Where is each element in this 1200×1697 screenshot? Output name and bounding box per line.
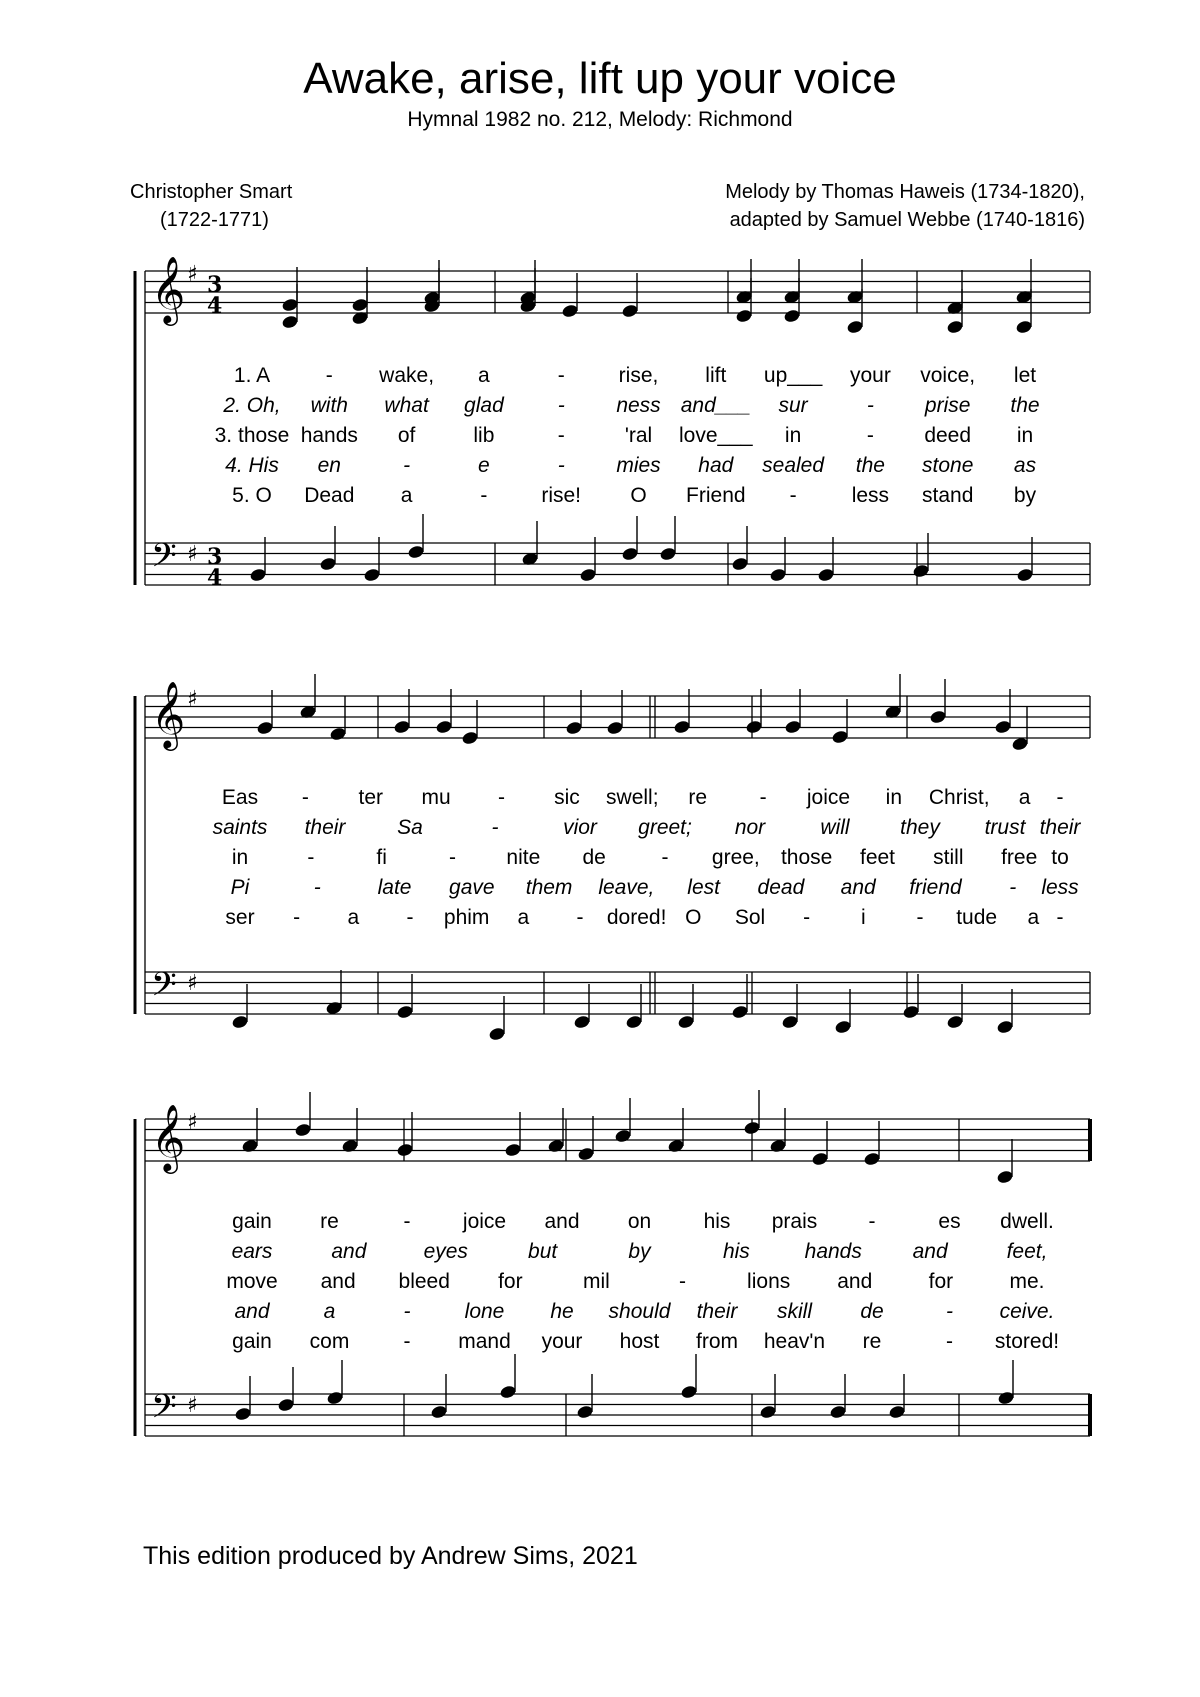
lyric-syllable: will xyxy=(820,816,850,839)
note-head xyxy=(743,1120,761,1135)
lyric-syllable: stored! xyxy=(994,1330,1060,1353)
lyric-syllable: - xyxy=(759,786,767,809)
lyric-syllable: ser xyxy=(225,906,255,929)
lyric-syllable: mil xyxy=(583,1270,610,1293)
lyric-syllable: ness xyxy=(616,394,661,417)
lyric-syllable: the xyxy=(1010,394,1040,417)
lyric-syllable: - xyxy=(946,1330,953,1353)
lyric-syllable: but xyxy=(528,1240,558,1263)
lyric-syllable: Sa xyxy=(397,816,423,839)
lyric-syllable: hands xyxy=(804,1240,862,1263)
key-signature-sharp: ♯ xyxy=(187,1393,198,1418)
lyric-syllable: and xyxy=(320,1270,356,1293)
lyric-syllable: Friend xyxy=(686,484,746,507)
lyric-syllable: - xyxy=(557,364,565,387)
lyric-syllable: prais xyxy=(771,1210,818,1233)
note-head xyxy=(281,314,299,329)
lyric-syllable: 5. O xyxy=(232,484,272,507)
note-head xyxy=(249,567,267,582)
lyric-syllable: of xyxy=(397,424,416,447)
key-signature-sharp: ♯ xyxy=(187,542,198,567)
lyric-syllable: 'ral xyxy=(624,424,653,447)
treble-clef: 𝄞 xyxy=(151,680,186,748)
lyric-syllable: less xyxy=(851,484,890,507)
lyric-syllable: by xyxy=(1013,484,1037,507)
note-head xyxy=(277,1397,295,1412)
lyric-syllable: - xyxy=(403,1210,411,1233)
lyric-syllable: feet xyxy=(859,846,896,869)
lyric-syllable: - xyxy=(557,454,565,477)
lyric-syllable: nor xyxy=(734,816,766,839)
lyric-syllable: - xyxy=(1009,876,1017,899)
lyric-syllable: in xyxy=(231,846,249,869)
lyric-syllable: up___ xyxy=(763,364,823,387)
lyric-syllable: gave xyxy=(449,876,495,899)
note-head xyxy=(783,308,801,323)
lyric-syllable: by xyxy=(628,1240,651,1263)
note-head xyxy=(396,1142,414,1157)
note-head xyxy=(1015,319,1033,334)
treble-clef: 𝄞 xyxy=(151,1103,186,1171)
lyric-syllable: their xyxy=(1039,816,1081,839)
lyric-syllable: feet, xyxy=(1006,1240,1048,1263)
lyric-syllable: - xyxy=(866,394,874,417)
lyric-syllable: prise xyxy=(924,394,971,417)
lyric-syllable: a xyxy=(1018,786,1031,809)
lyric-syllable: to xyxy=(1051,846,1069,869)
key-signature-sharp: ♯ xyxy=(187,1110,198,1135)
note-head xyxy=(396,1004,414,1019)
lyric-syllable: and___ xyxy=(680,394,751,417)
lyric-syllable: re xyxy=(862,1330,882,1353)
lyric-syllable: 4. His xyxy=(225,454,279,477)
note-head xyxy=(329,726,347,741)
note-head xyxy=(625,1014,643,1029)
note-head xyxy=(319,556,337,571)
lyric-syllable: 3. those xyxy=(214,424,290,447)
lyric-syllable: stone xyxy=(922,454,974,477)
lyric-syllable: a xyxy=(478,364,490,387)
lyric-syllable: in xyxy=(784,424,802,447)
treble-clef: 𝄞 xyxy=(151,255,186,323)
note-head xyxy=(996,1169,1014,1184)
lyric-syllable: Dead xyxy=(304,484,355,507)
note-head xyxy=(499,1384,517,1399)
lyric-syllable: lift xyxy=(705,364,727,387)
lyric-syllable: fi xyxy=(376,846,387,869)
lyric-syllable: 1. A xyxy=(233,364,271,387)
note-head xyxy=(784,719,802,734)
note-head xyxy=(234,1406,252,1421)
lyric-syllable: gain xyxy=(232,1210,272,1233)
lyric-syllable: - xyxy=(307,846,315,869)
lyric-syllable: i xyxy=(860,906,866,929)
note-head xyxy=(811,1151,829,1166)
lyric-syllable: Eas xyxy=(221,786,259,809)
lyric-syllable: a xyxy=(517,906,530,929)
lyric-syllable: - xyxy=(301,786,309,809)
note-head xyxy=(946,1014,964,1029)
time-signature-bottom: 4 xyxy=(207,293,223,319)
lyric-syllable: - xyxy=(325,364,333,387)
lyric-syllable: their xyxy=(304,816,346,839)
lyric-syllable: and xyxy=(234,1300,270,1323)
lyric-syllable: re xyxy=(688,786,708,809)
melody-credit-line2: adapted by Samuel Webbe (1740-1816) xyxy=(729,209,1085,231)
note-head xyxy=(888,1404,906,1419)
time-signature-top: 3 xyxy=(207,272,223,298)
lyric-syllable: in xyxy=(885,786,903,809)
lyric-syllable: joice xyxy=(462,1210,507,1233)
note-head xyxy=(846,319,864,334)
lyric-syllable: they xyxy=(900,816,940,839)
note-head xyxy=(659,546,677,561)
lyric-syllable: let xyxy=(1013,364,1037,387)
lyric-syllable: and xyxy=(912,1240,948,1263)
lyric-syllable: trust xyxy=(984,816,1026,839)
note-head xyxy=(621,303,639,318)
lyric-syllable: your xyxy=(849,364,891,387)
lyric-syllable: host xyxy=(619,1330,660,1353)
note-head xyxy=(461,730,479,745)
note-head xyxy=(781,1014,799,1029)
edition-footer: This edition produced by Andrew Sims, 2021 xyxy=(143,1542,638,1570)
note-head xyxy=(831,729,849,744)
lyric-syllable: lib xyxy=(473,424,495,447)
lyric-syllable: rise! xyxy=(541,484,582,507)
lyric-syllable: greet; xyxy=(638,816,692,839)
note-head xyxy=(759,1404,777,1419)
lyric-syllable: heav'n xyxy=(763,1330,826,1353)
lyric-syllable: joice xyxy=(806,786,851,809)
bass-clef: 𝄢 xyxy=(151,1388,177,1434)
lyric-syllable: bleed xyxy=(398,1270,450,1293)
lyric-syllable: dored! xyxy=(606,906,667,929)
lyric-syllable: a xyxy=(1027,906,1040,929)
lyric-syllable: lions xyxy=(747,1270,791,1293)
lyric-syllable: sealed xyxy=(762,454,825,477)
lyric-syllable: ceive. xyxy=(999,1300,1055,1323)
lyric-syllable: less xyxy=(1041,876,1079,899)
note-head xyxy=(576,1404,594,1419)
note-head xyxy=(673,719,691,734)
lyric-syllable: deed xyxy=(924,424,972,447)
note-head xyxy=(326,1390,344,1405)
lyric-syllable: - xyxy=(557,424,565,447)
note-head xyxy=(902,1004,920,1019)
note-head xyxy=(351,297,369,312)
note-head xyxy=(817,567,835,582)
lyric-syllable: mand xyxy=(458,1330,511,1353)
note-head xyxy=(561,303,579,318)
lyric-syllable: those xyxy=(780,846,833,869)
lyric-syllable: - xyxy=(403,1330,411,1353)
lyric-syllable: and xyxy=(837,1270,873,1293)
lyric-syllable: me. xyxy=(1009,1270,1045,1293)
key-signature-sharp: ♯ xyxy=(187,262,198,287)
note-head xyxy=(573,1014,591,1029)
note-head xyxy=(363,567,381,582)
lyric-syllable: free xyxy=(1001,846,1038,869)
lyric-syllable: vior xyxy=(563,816,597,839)
lyric-syllable: - xyxy=(1056,906,1064,929)
lyric-syllable: as xyxy=(1013,454,1037,477)
note-head xyxy=(614,1128,632,1143)
lyric-syllable: dead xyxy=(757,876,805,899)
lyric-syllable: glad xyxy=(464,394,504,417)
lyric-syllable: still xyxy=(933,846,964,869)
lyric-syllable: O xyxy=(685,906,702,929)
note-head xyxy=(863,1151,881,1166)
lyric-syllable: com xyxy=(309,1330,350,1353)
hymn-subtitle: Hymnal 1982 no. 212, Melody: Richmond xyxy=(407,108,793,131)
lyric-syllable: - xyxy=(491,816,499,839)
note-head xyxy=(565,720,583,735)
lyric-syllable: gain xyxy=(232,1330,272,1353)
note-head xyxy=(488,1026,506,1041)
note-head xyxy=(912,563,930,578)
lyric-syllable: leave, xyxy=(598,876,655,899)
lyric-syllable: - xyxy=(313,876,321,899)
lyric-syllable: skill xyxy=(777,1300,812,1323)
lyric-syllable: Sol xyxy=(734,906,766,929)
lyric-syllable: - xyxy=(1056,786,1064,809)
lyric-syllable: nite xyxy=(506,846,541,869)
lyric-syllable: de xyxy=(860,1300,884,1323)
lyric-syllable: a xyxy=(347,906,360,929)
lyric-syllable: stand xyxy=(922,484,974,507)
note-head xyxy=(731,556,749,571)
lyric-syllable: - xyxy=(661,846,669,869)
lyric-syllable: a xyxy=(400,484,413,507)
key-signature-sharp: ♯ xyxy=(187,971,198,996)
note-head xyxy=(256,720,274,735)
lyric-syllable: them xyxy=(525,876,573,899)
lyric-syllable: - xyxy=(449,846,456,869)
lyric-syllable: and xyxy=(331,1240,367,1263)
note-head xyxy=(834,1019,852,1034)
lyric-syllable: in xyxy=(1016,424,1034,447)
note-head xyxy=(606,720,624,735)
note-head xyxy=(231,1014,249,1029)
words-dates: (1722-1771) xyxy=(160,209,269,231)
note-head xyxy=(294,1122,312,1137)
note-head xyxy=(745,719,763,734)
lyric-syllable: - xyxy=(576,906,584,929)
note-head xyxy=(281,297,299,312)
lyric-syllable: and xyxy=(840,876,876,899)
lyric-syllable: ter xyxy=(358,786,384,809)
lyric-syllable: for xyxy=(928,1270,954,1293)
lyric-syllable: - xyxy=(803,906,811,929)
lyric-syllable: gree, xyxy=(711,846,760,869)
bass-clef: 𝄢 xyxy=(151,966,177,1012)
lyric-syllable: hands xyxy=(300,424,358,447)
lyric-syllable: swell; xyxy=(606,786,659,809)
lyric-syllable: lest xyxy=(687,876,720,899)
lyric-syllable: - xyxy=(557,394,565,417)
note-head xyxy=(946,319,964,334)
lyric-syllable: ears xyxy=(231,1240,273,1263)
lyric-syllable: mu xyxy=(421,786,451,809)
lyric-syllable: wake, xyxy=(379,364,435,387)
lyric-syllable: - xyxy=(403,454,411,477)
lyric-syllable: tude xyxy=(956,906,998,929)
note-head xyxy=(577,1146,595,1161)
lyric-syllable: move xyxy=(226,1270,278,1293)
lyric-syllable: eyes xyxy=(423,1240,468,1263)
lyric-syllable: sur xyxy=(778,394,808,417)
hymn-title: Awake, arise, lift up your voice xyxy=(303,54,897,103)
lyric-syllable: on xyxy=(627,1210,652,1233)
lyric-syllable: - xyxy=(946,1300,953,1323)
note-head xyxy=(504,1142,522,1157)
lyric-syllable: friend xyxy=(909,876,962,899)
lyric-syllable: - xyxy=(789,484,797,507)
time-signature-bottom: 4 xyxy=(207,565,223,591)
lyric-syllable: voice, xyxy=(920,364,976,387)
lyric-syllable: rise, xyxy=(618,364,659,387)
note-head xyxy=(680,1384,698,1399)
note-head xyxy=(735,308,753,323)
lyric-syllable: - xyxy=(480,484,488,507)
lyric-syllable: - xyxy=(498,786,506,809)
lyric-syllable: es xyxy=(938,1210,961,1233)
lyric-syllable: his xyxy=(722,1240,750,1263)
note-head xyxy=(677,1014,695,1029)
time-signature-top: 3 xyxy=(207,544,223,570)
lyric-syllable: lone xyxy=(464,1300,505,1323)
lyric-syllable: he xyxy=(550,1300,574,1323)
lyric-syllable: - xyxy=(293,906,301,929)
lyric-syllable: should xyxy=(608,1300,671,1323)
lyric-syllable: love___ xyxy=(679,424,753,447)
melody-credit-line1: Melody by Thomas Haweis (1734-1820), xyxy=(725,181,1085,203)
bass-clef: 𝄢 xyxy=(151,537,177,583)
note-head xyxy=(621,546,639,561)
note-head xyxy=(769,567,787,582)
lyric-syllable: what xyxy=(384,394,429,417)
lyric-syllable: dwell. xyxy=(1000,1210,1054,1233)
note-head xyxy=(829,1404,847,1419)
note-head xyxy=(997,1390,1015,1405)
lyric-syllable: Christ, xyxy=(928,786,990,809)
lyric-syllable: - xyxy=(916,906,924,929)
note-head xyxy=(579,567,597,582)
lyric-syllable: 2. Oh, xyxy=(223,394,281,417)
lyric-syllable: and xyxy=(544,1210,580,1233)
lyric-syllable: Pi xyxy=(230,876,250,899)
lyric-syllable: your xyxy=(541,1330,583,1353)
lyric-syllable: re xyxy=(320,1210,339,1233)
key-signature-sharp: ♯ xyxy=(187,687,198,712)
note-head xyxy=(996,1019,1014,1034)
lyric-syllable: the xyxy=(855,454,885,477)
lyric-syllable: from xyxy=(696,1330,738,1353)
lyric-syllable: phim xyxy=(443,906,490,929)
lyric-syllable: - xyxy=(403,1300,411,1323)
lyric-syllable: - xyxy=(868,1210,876,1233)
lyric-syllable: mies xyxy=(616,454,661,477)
lyric-syllable: - xyxy=(866,424,874,447)
note-head xyxy=(430,1404,448,1419)
lyric-syllable: en xyxy=(317,454,341,477)
lyric-syllable: their xyxy=(696,1300,738,1323)
note-head xyxy=(393,719,411,734)
lyric-syllable: a xyxy=(323,1300,336,1323)
lyric-syllable: late xyxy=(377,876,412,899)
lyric-syllable: de xyxy=(582,846,606,869)
lyric-syllable: saints xyxy=(212,816,268,839)
note-head xyxy=(435,719,453,734)
lyric-syllable: - xyxy=(679,1270,687,1293)
lyric-syllable: had xyxy=(698,454,734,477)
words-author: Christopher Smart xyxy=(130,181,293,203)
note-head xyxy=(731,1004,749,1019)
note-head xyxy=(407,544,425,559)
lyric-syllable: - xyxy=(406,906,414,929)
lyric-syllable: sic xyxy=(554,786,580,809)
lyric-syllable: for xyxy=(498,1270,523,1293)
lyric-syllable: his xyxy=(703,1210,731,1233)
lyric-syllable: O xyxy=(630,484,647,507)
note-head xyxy=(929,709,947,724)
lyric-syllable: with xyxy=(310,394,348,417)
note-head xyxy=(994,719,1012,734)
note-head xyxy=(1016,567,1034,582)
lyric-syllable: e xyxy=(478,454,490,477)
